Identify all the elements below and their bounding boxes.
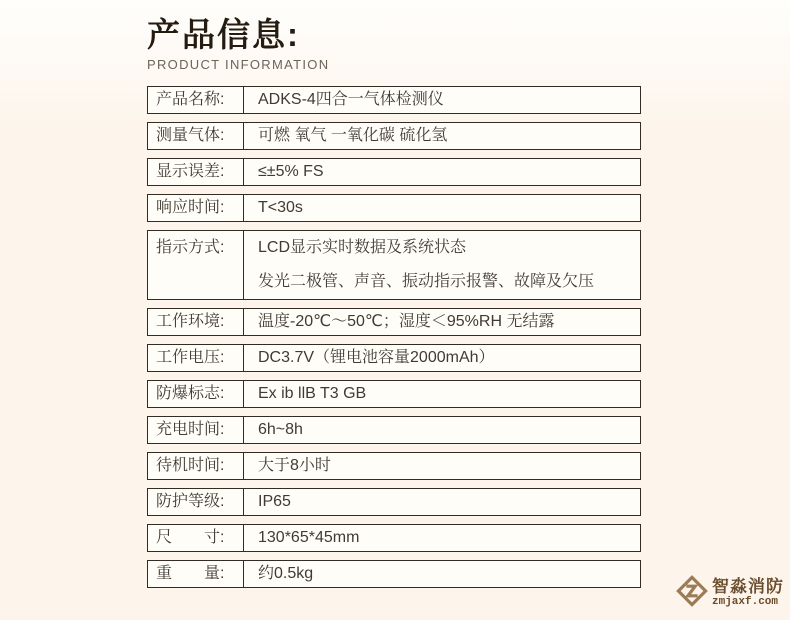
spec-value-line: LCD显示实时数据及系统状态 — [258, 238, 467, 256]
spec-value — [244, 525, 640, 551]
spec-value-line: 6h~8h — [258, 420, 303, 438]
spec-value-line: T<30s — [258, 198, 303, 216]
spec-value-line: Ex ib llB T3 GB — [258, 384, 367, 402]
brand-name: 智淼消防 — [712, 576, 784, 596]
spec-value-line: 发光二极管、声音、振动指示报警、故障及欠压 — [258, 272, 595, 290]
spec-row — [147, 488, 641, 516]
spec-label: 重 量: — [148, 561, 244, 587]
spec-row — [147, 524, 641, 552]
spec-label: 防护等级: — [148, 489, 244, 515]
spec-value-line: 130*65*45mm — [258, 528, 360, 546]
spec-value-line: 可燃 氧气 一氧化碳 硫化氢 — [258, 126, 448, 144]
spec-row — [147, 230, 641, 300]
spec-row — [147, 452, 641, 480]
page-title: 产品信息: — [147, 16, 300, 53]
spec-value — [244, 453, 640, 479]
spec-value — [244, 159, 640, 185]
spec-value-line: DC3.7V（锂电池容量2000mAh） — [258, 348, 495, 366]
spec-row — [147, 560, 641, 588]
spec-value — [244, 417, 640, 443]
spec-value — [244, 195, 640, 221]
spec-row — [147, 380, 641, 408]
spec-label: 尺 寸: — [148, 525, 244, 551]
spec-label: 待机时间: — [148, 453, 244, 479]
spec-label: 工作环境: — [148, 309, 244, 335]
spec-value-line: 约0.5kg — [258, 564, 314, 582]
spec-row — [147, 344, 641, 372]
diamond-z-icon — [676, 575, 708, 612]
brand-text — [712, 578, 784, 610]
spec-label: 防爆标志: — [148, 381, 244, 407]
spec-value — [244, 309, 640, 335]
spec-label: 工作电压: — [148, 345, 244, 371]
spec-row — [147, 416, 641, 444]
spec-label: 显示误差: — [148, 159, 244, 185]
page-header — [147, 16, 790, 72]
spec-label: 充电时间: — [148, 417, 244, 443]
spec-row — [147, 308, 641, 336]
spec-value-line: IP65 — [258, 492, 291, 510]
spec-label: 测量气体: — [148, 123, 244, 149]
brand-domain: zmjaxf.com — [712, 596, 779, 609]
spec-row — [147, 122, 641, 150]
spec-value-line: ADKS-4四合一气体检测仪 — [258, 90, 444, 108]
spec-value-line: 大于8小时 — [258, 456, 331, 474]
spec-value-line: 温度-20℃～50℃；湿度＜95%RH 无结露 — [258, 312, 555, 330]
spec-row — [147, 86, 641, 114]
spec-label: 指示方式: — [148, 231, 244, 299]
spec-value-line: ≤±5% FS — [258, 162, 324, 180]
spec-value — [244, 231, 640, 299]
spec-value — [244, 561, 640, 587]
spec-row — [147, 158, 641, 186]
spec-value — [244, 381, 640, 407]
spec-label: 产品名称: — [148, 87, 244, 113]
page-subtitle: PRODUCT INFORMATION — [147, 56, 330, 72]
spec-value — [244, 123, 640, 149]
spec-table — [147, 86, 641, 588]
brand-logo — [672, 573, 788, 614]
spec-value — [244, 489, 640, 515]
spec-row — [147, 194, 641, 222]
spec-label: 响应时间: — [148, 195, 244, 221]
spec-value — [244, 345, 640, 371]
spec-value — [244, 87, 640, 113]
